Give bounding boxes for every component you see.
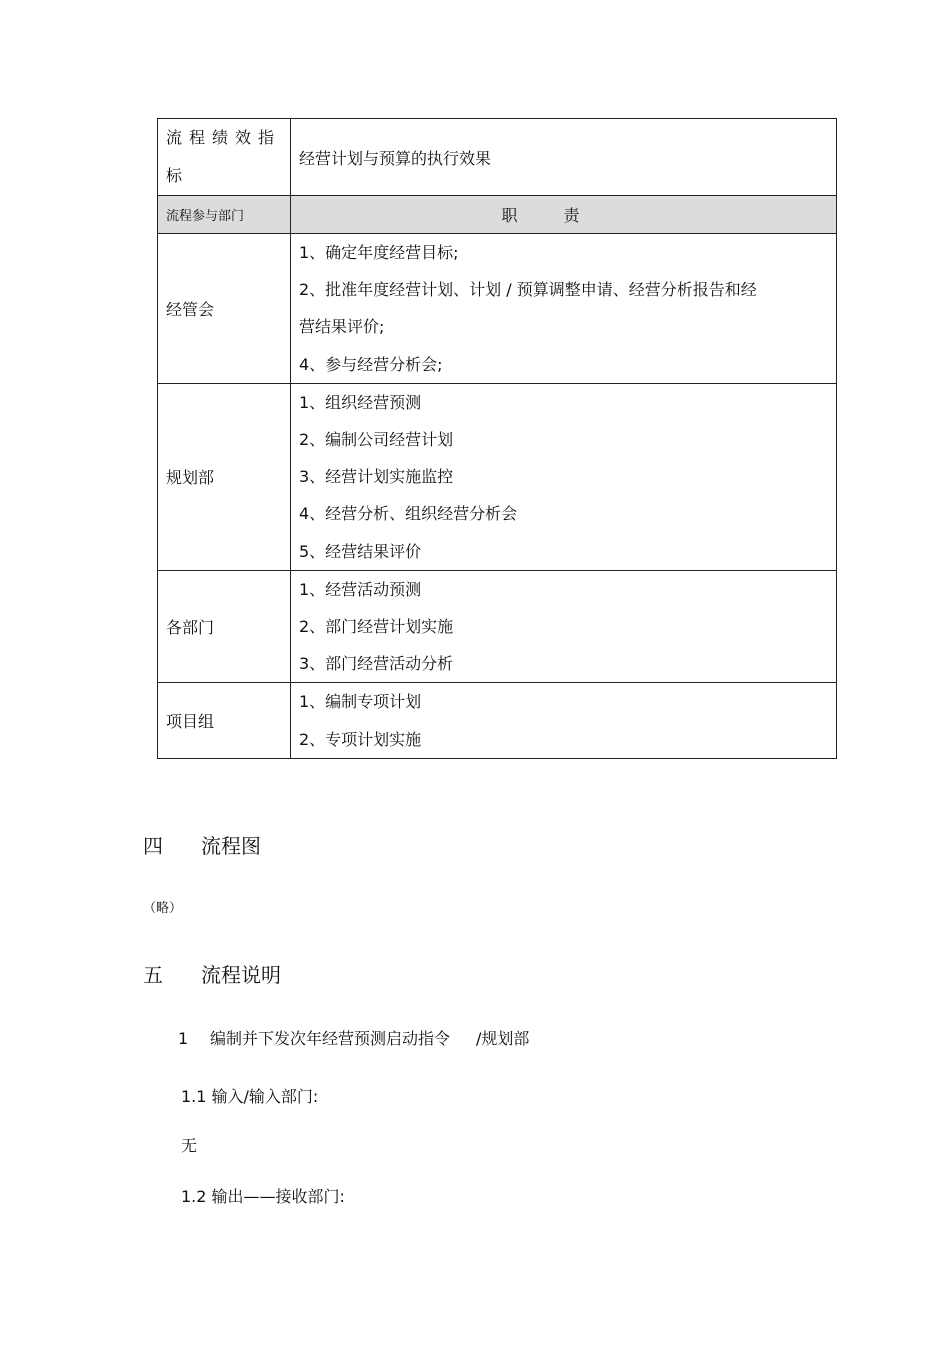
step-1-1-label: 1.1 输入/输入部门:: [181, 1087, 319, 1106]
dept-cell: 项目组: [158, 683, 291, 758]
duty-item: 2、批准年度经营计划、计划 / 预算调整申请、经营分析报告和经: [299, 280, 757, 300]
table-header-row: [158, 196, 837, 234]
duties-cell: [291, 234, 837, 384]
responsibility-table: [157, 118, 837, 759]
duty-item: 营结果评价;: [299, 317, 385, 337]
step-1-dept: /规划部: [476, 1029, 530, 1048]
dept-cell: 规划部: [158, 383, 291, 570]
dept-cell: 各部门: [158, 570, 291, 683]
duty-item: 1、经营活动预测: [299, 579, 422, 599]
step-1-2-label: 1.2 输出——接收部门:: [181, 1187, 345, 1206]
duty-item: 2、编制公司经营计划: [299, 430, 454, 450]
table-row: [158, 383, 837, 570]
duty-item: 1、确定年度经营目标;: [299, 243, 459, 262]
duties-cell: [291, 683, 837, 758]
table-row: [158, 570, 837, 683]
metric-row: [158, 119, 837, 196]
duty-item: 4、参与经营分析会;: [299, 354, 443, 374]
section-4-number: 四: [143, 834, 163, 858]
section-5-number: 五: [143, 963, 163, 987]
duties-cell: [291, 570, 837, 683]
duty-item: 3、部门经营活动分析: [299, 654, 454, 674]
step-1-1-value: 无: [181, 1136, 198, 1155]
duty-item: 5、经营结果评价: [299, 541, 422, 561]
section-5-title: 流程说明: [201, 963, 281, 987]
section-4-title: 流程图: [201, 834, 261, 858]
section-4-heading: [143, 830, 261, 859]
section-5-heading: [143, 959, 281, 988]
metric-value: 经营计划与预算的执行效果: [291, 119, 837, 196]
step-1-heading: [178, 1026, 529, 1049]
duty-item: 3、经营计划实施监控: [299, 467, 454, 487]
metric-label: 流程绩效指标: [158, 119, 291, 196]
duty-item: 2、专项计划实施: [299, 729, 422, 749]
header-resp: 职责: [291, 196, 837, 234]
table-row: [158, 683, 837, 758]
duty-item: 4、经营分析、组织经营分析会: [299, 504, 518, 524]
section-4-note: （略）: [143, 901, 183, 916]
step-1-number: 1: [178, 1029, 189, 1048]
duties-cell: [291, 383, 837, 570]
table-row: [158, 234, 837, 384]
dept-cell: 经管会: [158, 234, 291, 384]
step-1-title: 编制并下发次年经营预测启动指令: [210, 1029, 451, 1048]
duty-item: 2、部门经营计划实施: [299, 617, 454, 637]
header-dept: 流程参与部门: [158, 196, 291, 234]
duty-item: 1、组织经营预测: [299, 392, 422, 412]
duty-item: 1、编制专项计划: [299, 692, 422, 712]
